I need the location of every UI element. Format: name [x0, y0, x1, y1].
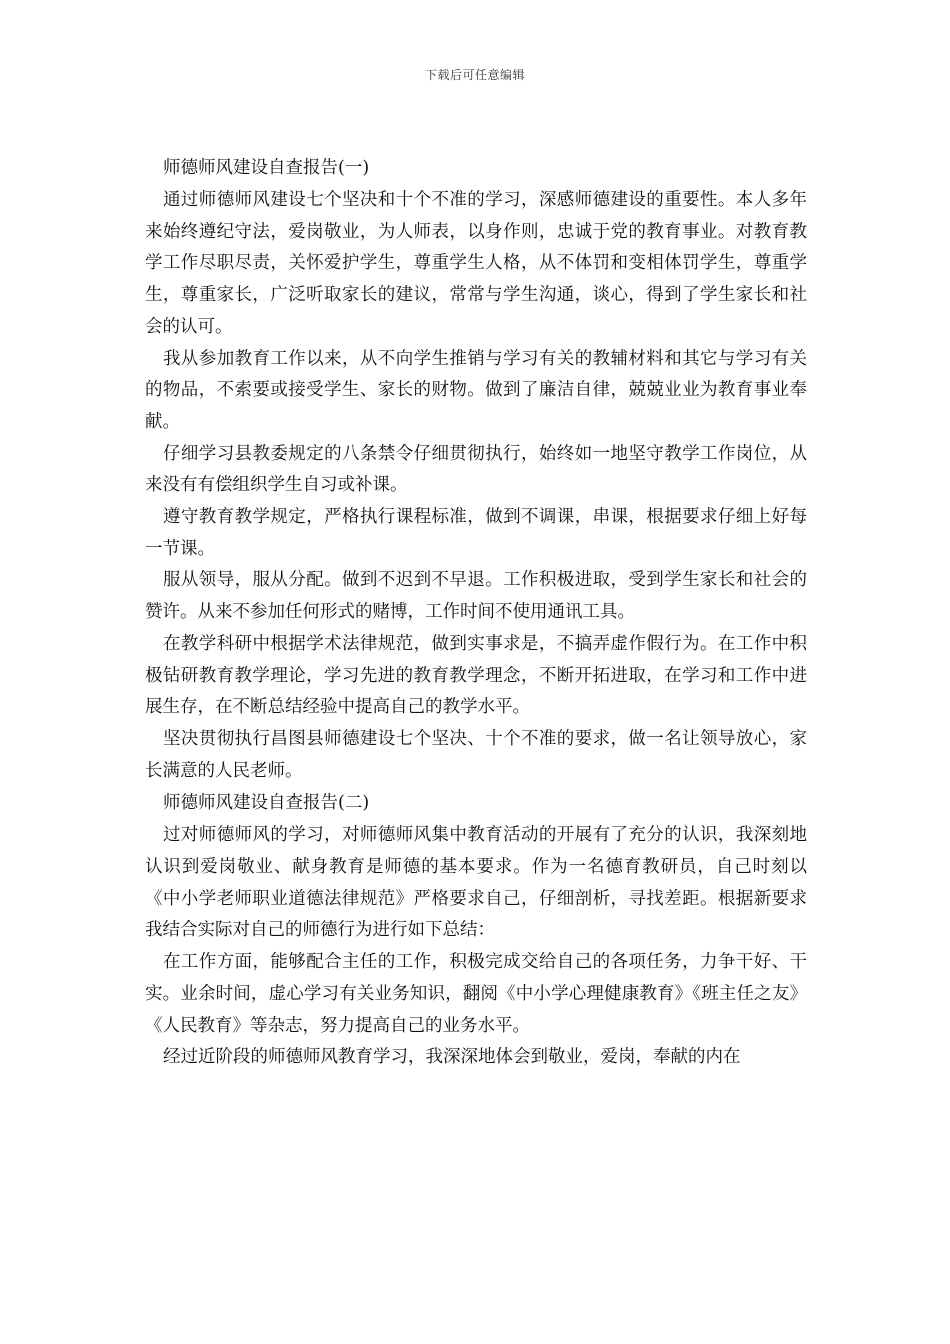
paragraph-1-6: 在教学科研中根据学术法律规范，做到实事求是，不搞弄虚作假行为。在工作中积极钻研教育教学理论，学习先进的教育教学理念，不断开拓进取，在学习和工作中进展生存，在不断总结经验中提高自己的教学水平。 [145, 633, 807, 718]
document-body [145, 152, 807, 1074]
paragraph-1-4: 遵守教育教学规定，严格执行课程标准，做到不调课，串课，根据要求仔细上好每一节课。 [145, 507, 807, 559]
section-heading-1: 师德师风建设自查报告(一) [163, 158, 370, 178]
paragraph-1-2: 我从参加教育工作以来，从不向学生推销与学习有关的教辅材料和其它与学习有关的物品，不索要或接受学生、家长的财物。做到了廉洁自律，兢兢业业为教育事业奉献。 [145, 348, 807, 432]
paragraph-1-7: 坚决贯彻执行昌图县师德建设七个坚决、十个不准的要求，做一名让领导放心，家长满意的人民老师。 [145, 728, 807, 781]
paragraph-1-5: 服从领导，服从分配。做到不迟到不早退。工作积极进取，受到学生家长和社会的赞许。从来不参加任何形式的赌博，工作时间不使用通讯工具。 [145, 570, 807, 623]
paragraph-2-3: 经过近阶段的师德师风教育学习，我深深地体会到敬业，爱岗，奉献的内在 [163, 1047, 741, 1068]
paragraph-1-3: 仔细学习县教委规定的八条禁令仔细贯彻执行，始终如一地坚守教学工作岗位，从来没有有偿组织学生自习或补课。 [145, 443, 807, 496]
header-note: 下载后可任意编辑 [424, 68, 525, 82]
section-heading-2: 师德师风建设自查报告(二) [163, 793, 370, 814]
paragraph-1-1: 通过师德师风建设七个坚决和十个不准的学习，深感师德建设的重要性。本人多年来始终遵纪守法，爱岗敬业，为人师表，以身作则，忠诚于党的教育事业。对教育教学工作尽职尽责，关怀爱护学生，尊重学生人格，从不体罚和变相体罚学生，尊重学生，尊重家长，广泛听取家长的建议，常常与学生沟通，谈心，得到了学生家长和社会的认可。 [145, 190, 807, 337]
paragraph-2-2: 在工作方面，能够配合主任的工作，积极完成交给自己的各项任务，力争干好、干实。业余时间，虚心学习有关业务知识，翻阅《中小学心理健康教育》《班主任之友》《人民教育》等杂志，努力提高自己的业务水平。 [145, 952, 807, 1036]
paragraph-2-1: 过对师德师风的学习，对师德师风集中教育活动的开展有了充分的认识，我深刻地认识到爱岗敬业、献身教育是师德的基本要求。作为一名德育教研员，自己时刻以《中小学老师职业道德法律规范》严格要求自己，仔细剖析，寻找差距。根据新要求我结合实际对自己的师德行为进行如下总结： [145, 825, 807, 941]
